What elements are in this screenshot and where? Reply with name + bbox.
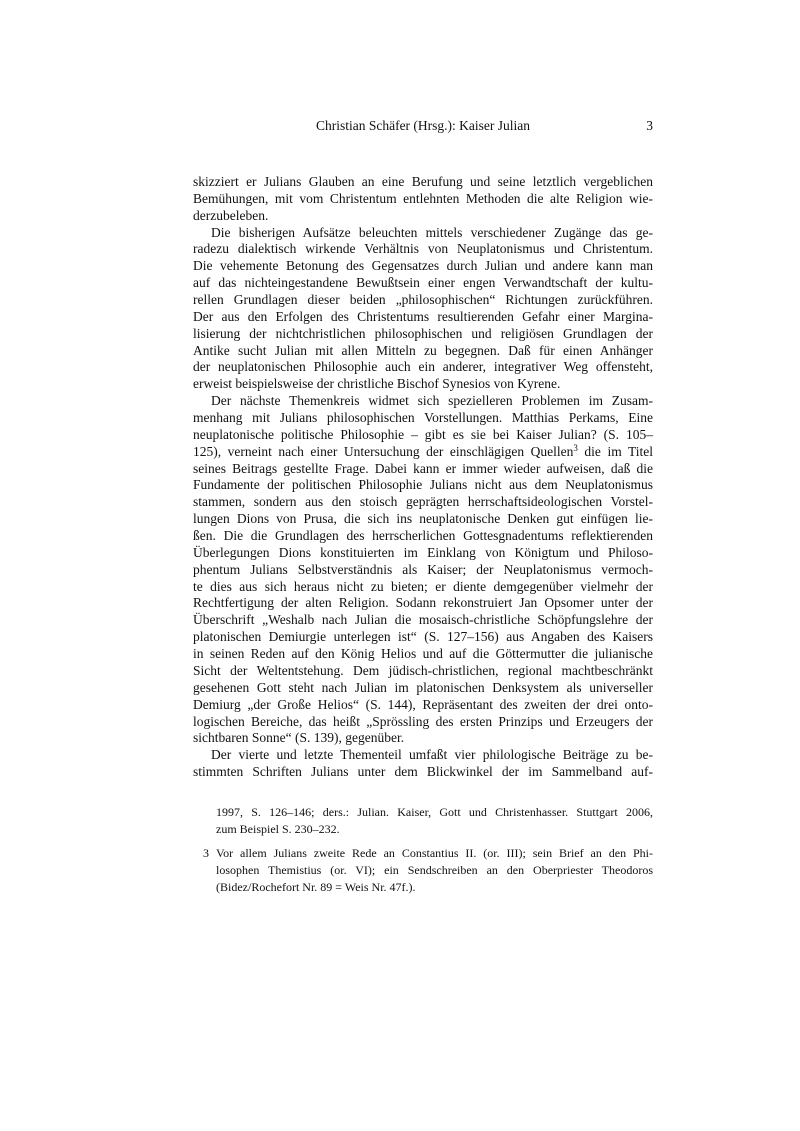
text-line: Der aus den Erfolgen des Christentums resultierenden Gefahr einer Margina- (193, 308, 653, 324)
text-line: Überlegungen Dions konstituierten im Einklang von Königtum und Philoso- (193, 544, 653, 560)
text-line: Die bisherigen Aufsätze beleuchten mittels verschiedener Zugänge das ge- (211, 224, 653, 240)
text-line: Demiurg „der Große Helios“ (S. 144), Repräsentant des zweiten der drei onto- (193, 696, 653, 712)
text-line: Antike sucht Julian mit allen Mitteln zu begegnen. Daß für einen Anhänger (193, 342, 653, 358)
body-text (193, 174, 653, 781)
text-line: radezu dialektisch wirkende Verhältnis von Neuplatonismus und Christentum. (193, 241, 653, 257)
footnote-line (193, 879, 653, 896)
text-line: Fundamente der politischen Philosophie Julians nicht aus dem Neuplatonismus (193, 477, 653, 493)
text-line: sichtbaren Sonne“ (S. 139), gegenüber. (193, 730, 405, 746)
paragraph (193, 393, 653, 747)
text-line: Der vierte und letzte Thementeil umfaßt vier philologische Beiträge zu be- (211, 747, 653, 763)
text-line: te dies aus sich heraus nicht zu bieten; er diente demgegenüber vielmehr der (193, 578, 653, 594)
text-line: Rechtfertigung der alten Religion. Sodann rekonstruiert Jan Opsomer unter der (193, 595, 653, 611)
text-line: derzubeleben. (193, 207, 269, 223)
footnote-text: 1997, S. 126–146; ders.: Julian. Kaiser, Gott und Christenhasser. Stuttgart 2006, (216, 805, 653, 819)
text-line: stammen, sondern aus den stoisch geprägten herrschaftsideologischen Vorstel- (193, 494, 653, 510)
text-line: lungen Dions von Prusa, die sich ins neuplatonische Denken gut einfügen lie- (193, 511, 653, 527)
text-line: phentum Julians Selbstverständnis als Kaiser; der Neuplatonismus vermoch- (193, 561, 653, 577)
paragraph (193, 174, 653, 225)
text-line: skizziert er Julians Glauben an eine Berufung und seine letztlich vergeblichen (193, 174, 653, 189)
footnote-text: (Bidez/Rochefort Nr. 89 = Weis Nr. 47f.). (216, 880, 416, 894)
text-line: erweist beispielsweise der christliche Bischof Synesios von Kyrene. (193, 376, 561, 392)
text-line: auf das nichteingestandene Bewußtsein einer engen Verwandtschaft der kultu- (193, 275, 653, 291)
text-line: platonischen Demiurgie unterlegen ist“ (S. 127–156) aus Angaben des Kaisers (193, 629, 653, 645)
footnote-line (193, 845, 653, 862)
footnote-text: Vor allem Julians zweite Rede an Constantius II. (or. III); sein Brief an den Phi- (216, 846, 653, 860)
text-line: Überschrift „Weshalb nach Julian die mosaisch-christliche Schöpfungslehre der (193, 612, 653, 628)
footnote (193, 845, 653, 896)
text-line: Sicht der Weltentstehung. Dem jüdisch-christlichen, regional machtbeschränkt (193, 662, 653, 678)
paragraph (193, 225, 653, 394)
text-line: stimmten Schriften Julians unter dem Blickwinkel der im Sammelband auf- (193, 764, 653, 780)
text-line: gesehenen Gott steht nach Julian im platonischen Denksystem als universeller (193, 679, 653, 695)
text-line: logischen Bereiche, das heißt „Sprössling des ersten Prinzips und Erzeugers der (193, 713, 653, 729)
text-line: in seinen Reden auf den König Helios und auf die Göttermutter die julianische (193, 646, 653, 662)
footnote-line (193, 804, 653, 821)
text-line: ßen. Die die Grundlagen des herrscherlichen Gottesgnadentums reflektierenden (193, 528, 653, 544)
footnote-text: losophen Themistius (or. VI); ein Sendschreiben an den Oberpriester Theodoros (216, 863, 653, 877)
text-line: der neuplatonischen Philosophie auch ein anderer, integrativer Weg offensteht, (193, 359, 653, 375)
paragraph (193, 747, 653, 781)
text-line: rellen Grundlagen dieser beiden „philosophischen“ Richtungen zurückführen. (193, 292, 653, 308)
text-line: menhang mit Julians philosophischen Vorstellungen. Matthias Perkams, Eine (193, 410, 653, 426)
text-line: lisierung der nichtchristlichen philosophischen und religiösen Grundlagen der (193, 325, 653, 341)
text-line: 125), verneint nach einer Untersuchung der einschlägigen Quellen$^3$ die im Titel (193, 442, 653, 459)
footnote-line (193, 862, 653, 879)
footnote-line (193, 821, 653, 838)
footnote-text: zum Beispiel S. 230–232. (216, 822, 340, 836)
running-header (193, 118, 653, 136)
text-line: Die vehemente Betonung des Gegensatzes durch Julian und andere kann man (193, 258, 653, 274)
text-line: neuplatonische politische Philosophie – gibt es sie bei Kaiser Julian? (S. 105– (193, 426, 653, 442)
text-line: seines Beitrags gestellte Frage. Dabei kann er immer wieder aufweisen, daß die (193, 460, 653, 476)
page-number: 3 (646, 118, 653, 133)
footnote-marker: 3 (573, 442, 578, 453)
text-line: Bemühungen, mit vom Christentum entlehnten Methoden die alte Religion wie- (193, 190, 653, 206)
footnote-number: 3 (203, 846, 209, 860)
footnotes (193, 804, 653, 903)
running-title: Christian Schäfer (Hrsg.): Kaiser Julian (315, 118, 531, 133)
text-line: Der nächste Themenkreis widmet sich spezielleren Problemen im Zusam- (211, 393, 653, 409)
footnote (193, 804, 653, 838)
